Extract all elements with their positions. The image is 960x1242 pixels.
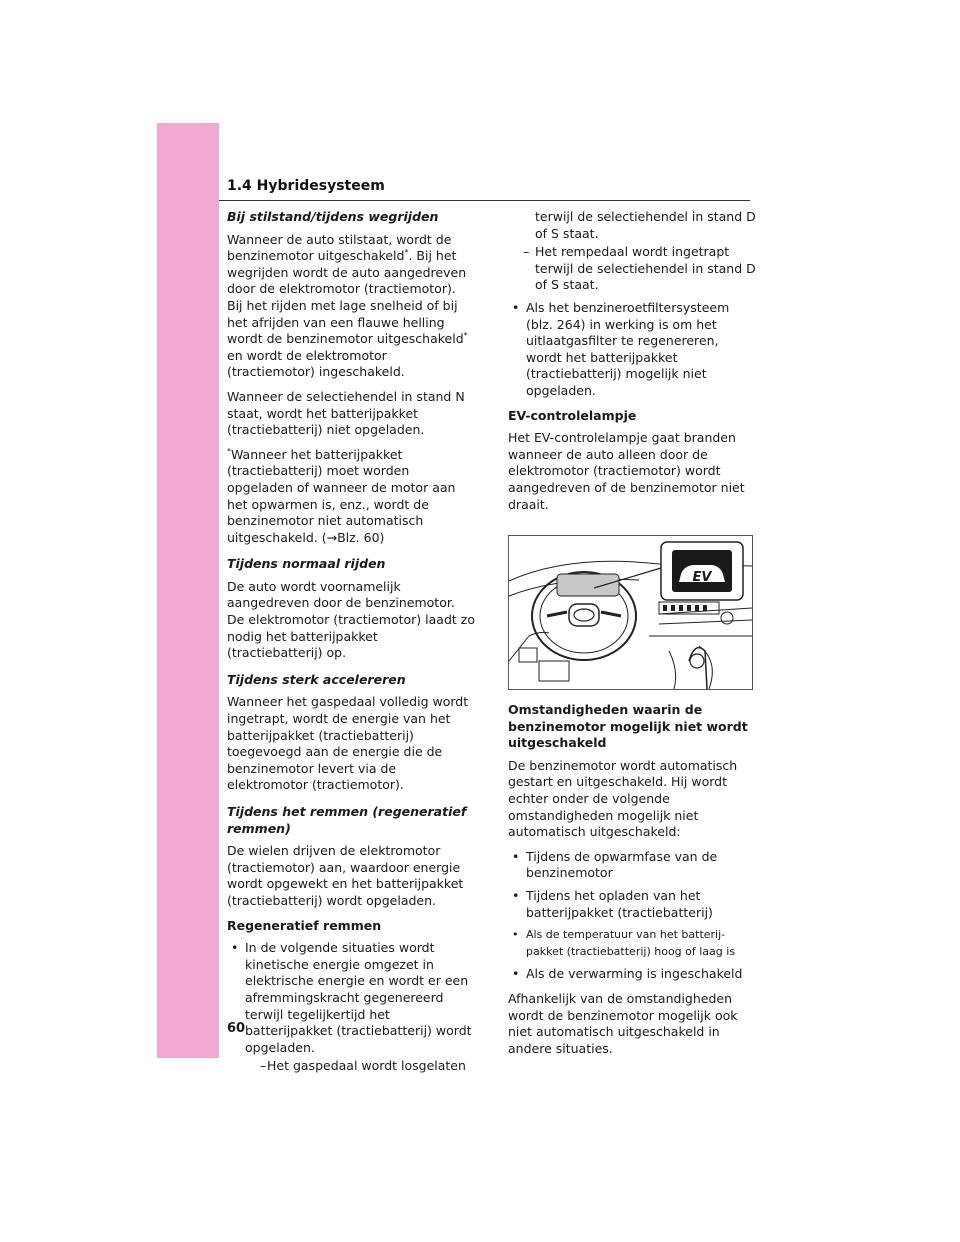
regen-sublist-continued [508, 244, 756, 294]
list-item: • Tijdens het opladen van het batterijpakket (tractiebatterij) [508, 888, 756, 921]
heading-normal-driving: Tijdens normaal rijden [227, 556, 386, 572]
text-segment: Wanneer de auto stilstaat, wordt de benzinemotor uitgeschakeld [227, 231, 452, 264]
section-header: 1.4 Hybridesysteem [227, 178, 385, 194]
sub-list-item: – Het rempedaal wordt ingetrapt terwijl de selectiehendel in stand D of S staat. [508, 244, 756, 294]
filter-list [508, 300, 756, 400]
page-number: 60 [227, 1021, 246, 1036]
paragraph-normal-driving: De auto wordt voornamelijk aangedreven door de benzinemotor. De elektromotor (tractiemotor) laadt zo nodig het batterijpakket (tractiebatterij) op. [227, 578, 475, 661]
paragraph-final: Afhankelijk van de omstandigheden wordt de benzinemotor mogelijk ook niet automatisch uitgeschakeld in andere situaties. [508, 991, 738, 1056]
list-item: • Tijdens de opwarmfase van de benzinemotor [508, 849, 756, 882]
conditions-list [508, 849, 756, 983]
heading-acceleration: Tijdens sterk accelereren [227, 671, 406, 687]
list-item [227, 940, 475, 1075]
footnote-text: Wanneer het batterijpakket (tractiebatterij) moet worden opgeladen of wanneer de motor aan het opwarmen is, enz., wordt de benzinemotor niet automatisch uitgeschakeld. (→Blz. 60) [227, 446, 456, 545]
paragraph-standstill-2: Wanneer de selectiehendel in stand N staat, wordt het batterijpakket (tractiebatterij) niet opgeladen. [227, 388, 465, 438]
footnote-mark: * [463, 331, 468, 340]
list-item: • Als de temperatuur van het batterij- pakket (tractiebatterij) hoog of laag is [508, 927, 756, 960]
paragraph-conditions: De benzinemotor wordt automatisch gestart en uitgeschakeld. Hij wordt echter onder de volgende omstandigheden mogelijk niet automatisch uitgeschakeld: [508, 757, 738, 840]
dashboard-drawing [509, 536, 752, 689]
paragraph-acceleration: Wanneer het gaspedaal volledig wordt ingetrapt, wordt de energie van het batterijpakket (tractiebatterij) toegevoegd aan de energie die de benzinemotor levert via de elektromotor (tractiemotor). [227, 694, 469, 793]
heading-braking: Tijdens het remmen (regeneratief remmen) [227, 804, 467, 836]
footnote [227, 447, 475, 547]
sub-list-item: – Het gaspedaal wordt losgelaten [245, 1058, 475, 1075]
ev-label: EV [692, 570, 712, 586]
heading-conditions: Omstandigheden waarin de benzinemotor mogelijk niet wordt uitgeschakeld [508, 702, 748, 751]
paragraph-standstill-1 [227, 232, 475, 381]
instrument-cluster [557, 574, 619, 596]
regen-sublist [245, 1058, 475, 1075]
paragraph-ev-indicator: Het EV-controlelampje gaat branden wanneer de auto alleen door de elektromotor (tractiemotor) wordt aangedreven of de benzinemotor niet draait. [508, 430, 745, 512]
list-item: • Als de verwarming is ingeschakeld [508, 966, 756, 983]
dashboard-illustration [508, 535, 753, 690]
left-column [227, 209, 475, 1083]
heading-regenerative: Regeneratief remmen [227, 917, 382, 933]
header-rule [219, 200, 750, 201]
footnote-mark: * [227, 446, 231, 456]
footnote-mark: * [404, 248, 409, 258]
paragraph-braking: De wielen drijven de elektromotor (tractiemotor) aan, waardoor energie wordt opgewekt en het batterijpakket (tractiebatterij) wordt opgeladen. [227, 843, 464, 908]
sub-item-continuation: terwijl de selectiehendel in stand D of S staat. [535, 209, 756, 241]
list-item-text: In de volgende situaties wordt kinetische energie omgezet in elektrische energie en wordt er een afremmingskracht gegenereerd terwijl tegelijkertijd het batterijpakket (tractiebatterij) wordt opgeladen. [245, 940, 472, 1055]
chapter-side-band [157, 123, 219, 1058]
text-segment: en wordt de elektromotor (tractiemotor) ingeschakeld. [227, 347, 405, 380]
regen-list [227, 940, 475, 1075]
text-segment: . Bij het wegrijden wordt de auto aangedreven door de elektromotor (tractiemotor). Bij het rijden met lage snelheid of bij het afrijden van een flauwe helling wordt de benzinemotor uitgeschakeld [227, 248, 467, 347]
heading-ev-indicator: EV-controlelampje [508, 407, 637, 423]
heading-standstill: Bij stilstand/tijdens wegrijden [227, 209, 439, 224]
right-column [508, 209, 756, 1065]
list-item: • Als het benzineroetfiltersysteem (blz. 264) in werking is om het uitlaatgasfilter te regenereren, wordt het batterijpakket (tractiebatterij) mogelijk niet opgeladen. [508, 300, 756, 400]
